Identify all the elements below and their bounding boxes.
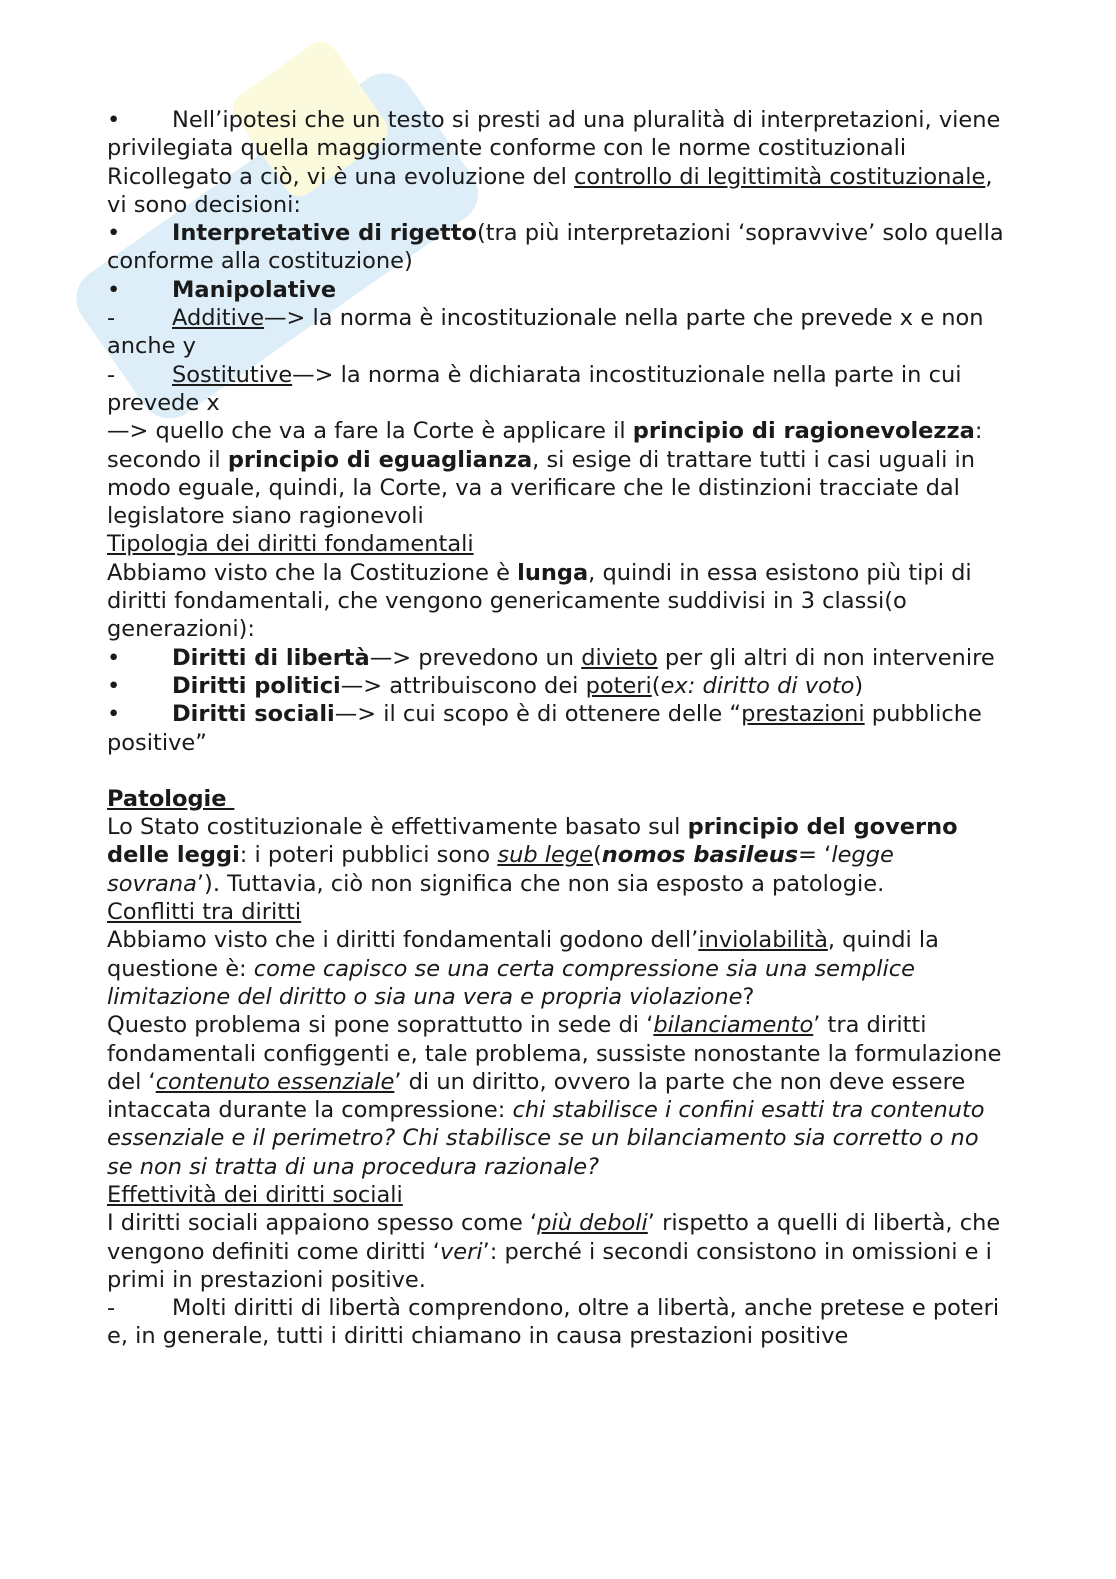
- text: ’ rispetto a quelli di libertà, che vengono definiti come diritti ‘: [107, 1210, 1008, 1265]
- italic-text: come capisco se una certa compressione sia una semplice limitazione del diritto o sia una vera e propria violazione: [107, 955, 923, 1010]
- list-item: [107, 700, 1007, 757]
- underlined-italic-text: più deboli: [537, 1210, 648, 1237]
- text: : secondo il: [107, 418, 990, 473]
- underlined-italic-text: bilanciamento: [653, 1012, 814, 1039]
- list-item: [107, 361, 1007, 418]
- section-heading: Patologie: [107, 785, 235, 812]
- text: per gli altri di non intervenire: [657, 644, 995, 671]
- spacer: [107, 757, 1007, 785]
- text: (tra più interpretazioni ‘sopravvive’ solo quella conforme alla costituzione): [107, 220, 1004, 275]
- text: ?: [742, 983, 755, 1010]
- underlined-text: prestazioni: [741, 701, 865, 728]
- text: —> quello che va a fare la Corte è applicare il: [107, 418, 633, 445]
- bullet-marker: •: [107, 701, 121, 728]
- bold-text: Diritti sociali: [172, 701, 335, 728]
- text: pubbliche positive”: [107, 701, 982, 756]
- bold-text: Manipolative: [172, 276, 337, 303]
- bullet-marker: •: [107, 107, 121, 133]
- text: Questo problema si pone soprattutto in sede di ‘: [107, 1012, 654, 1039]
- underlined-text: controllo di legittimità costituzionale: [574, 163, 986, 190]
- underlined-text: Sostitutive: [172, 361, 293, 388]
- paragraph: [107, 1209, 1007, 1294]
- text: , vi sono decisioni:: [107, 163, 1000, 218]
- text: ’). Tuttavia, ciò non significa che non sia esposto a patologie.: [196, 870, 885, 897]
- paragraph: [107, 559, 1007, 644]
- list-item-text: Molti diritti di libertà comprendono, oltre a libertà, anche pretese e poteri e, in generale, tutti i diritti chiamano in causa prestazioni positive: [107, 1295, 1000, 1350]
- text: —> il cui scopo è di ottenere delle “: [334, 701, 742, 728]
- paragraph: [107, 813, 1007, 898]
- paragraph: [107, 1011, 1007, 1181]
- bold-italic-text: nomos basileus: [601, 842, 799, 869]
- underlined-text: inviolabilità: [698, 927, 828, 954]
- bold-text: principio di ragionevolezza: [632, 418, 975, 445]
- section-heading: Tipologia dei diritti fondamentali: [107, 531, 474, 558]
- text: : i poteri pubblici sono: [239, 842, 498, 869]
- dash-marker: -: [107, 305, 116, 332]
- italic-text: chi stabilisce i confini esatti tra contenuto essenziale e il perimetro? Chi stabilisce se un bilanciamento sia corretto o no se non si tratta di una procedura razionale?: [107, 1097, 992, 1180]
- underlined-text: divieto: [581, 644, 658, 671]
- bullet-marker: •: [107, 276, 121, 303]
- bold-text: Interpretative di rigetto: [172, 220, 477, 247]
- text: ’ tra diritti fondamentali configgenti e, tale problema, sussiste nonostante la formulazione del ‘: [107, 1012, 1009, 1095]
- bold-text: lunga: [517, 559, 589, 586]
- italic-text: ex: diritto di voto: [660, 672, 855, 699]
- list-item: [107, 672, 1007, 700]
- underlined-italic-text: sub lege: [497, 842, 593, 869]
- text: I diritti sociali appaiono spesso come ‘: [107, 1210, 538, 1237]
- text: = ‘: [798, 842, 832, 869]
- text: —> prevedono un: [369, 644, 582, 671]
- bullet-marker: •: [107, 672, 121, 699]
- section-heading: Effettività dei diritti sociali: [107, 1181, 403, 1208]
- italic-text: veri: [439, 1238, 483, 1265]
- dash-marker: -: [107, 1295, 116, 1322]
- bold-text: Diritti di libertà: [172, 644, 370, 671]
- text: , quindi in essa esistono più tipi di diritti fondamentali, che vengono genericamente suddivisi in 3 classi(o generazioni):: [107, 559, 979, 643]
- text: —> attribuiscono dei: [340, 672, 586, 699]
- text: , quindi la questione è:: [107, 927, 947, 982]
- list-item: [107, 276, 1007, 304]
- section-heading: Conflitti tra diritti: [107, 899, 302, 926]
- underlined-text: Additive: [172, 305, 265, 332]
- text: Abbiamo visto che i diritti fondamentali godono dell’: [107, 927, 699, 954]
- text: ): [854, 672, 864, 699]
- list-item: [107, 1294, 1007, 1351]
- text: Abbiamo visto che la Costituzione è: [107, 559, 518, 586]
- bold-text: Diritti politici: [172, 672, 341, 699]
- text: (: [651, 672, 661, 699]
- dash-marker: -: [107, 361, 116, 388]
- text: Ricollegato a ciò, vi è una evoluzione del: [107, 163, 575, 190]
- list-item: [107, 644, 1007, 672]
- list-item: [107, 106, 1007, 163]
- list-item-text: Nell’ipotesi che un testo si presti ad una pluralità di interpretazioni, viene privilegiata quella maggiormente conforme con le norme costituzionali: [107, 107, 1001, 162]
- text: (: [592, 842, 602, 869]
- bold-text: principio di eguaglianza: [227, 446, 533, 473]
- list-item: [107, 304, 1007, 361]
- text: , si esige di trattare tutti i casi uguali in modo eguale, quindi, la Corte, va a verificare che le distinzioni tracciate dal legislatore siano ragionevoli: [107, 446, 983, 530]
- italic-text: legge sovrana: [107, 842, 901, 897]
- text: Lo Stato costituzionale è effettivamente basato sul: [107, 814, 688, 841]
- bullet-marker: •: [107, 220, 121, 247]
- paragraph: [107, 417, 1007, 530]
- text: ’: perché i secondi consistono in omissioni e i primi in prestazioni positive.: [107, 1238, 1000, 1293]
- paragraph: [107, 926, 1007, 1011]
- underlined-text: poteri: [585, 672, 652, 699]
- underlined-italic-text: contenuto essenziale: [155, 1068, 395, 1095]
- text: —> la norma è dichiarata incostituzionale nella parte in cui prevede x: [107, 361, 962, 416]
- bold-text: principio del governo delle leggi: [107, 814, 966, 869]
- list-item: [107, 219, 1007, 276]
- paragraph: [107, 163, 1007, 220]
- text: ’ di un diritto, ovvero la parte che non deve essere intaccata durante la compressione:: [107, 1068, 973, 1124]
- text: —> la norma è incostituzionale nella parte che prevede x e non anche y: [107, 305, 984, 360]
- document-body: [107, 106, 1007, 1351]
- bullet-marker: •: [107, 644, 121, 671]
